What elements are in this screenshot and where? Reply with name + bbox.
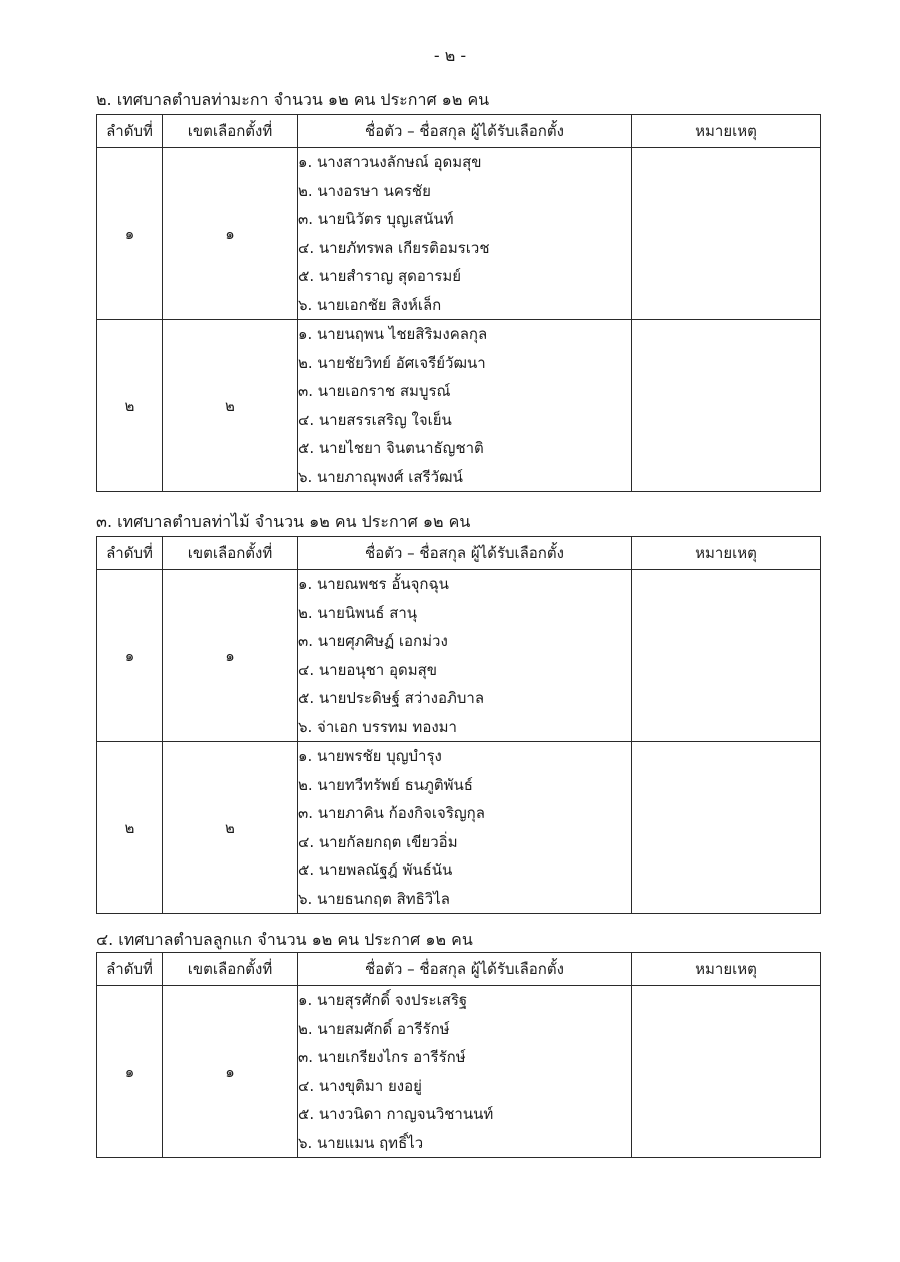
names-cell <box>298 742 632 914</box>
candidate-name: ๑. นายณพชร อั้นจุกฉุน <box>298 575 449 593</box>
candidate-name: ๔. นายสรรเสริญ ใจเย็น <box>298 410 452 429</box>
candidate-name: ๓. นายเอกราช สมบูรณ์ <box>298 382 451 400</box>
header-district: เขตเลือกตั้งที่ <box>163 115 298 148</box>
district-cell: ๑ <box>163 986 298 1158</box>
candidate-name: ๓. นายศุภศิษฏ์ เอกม่วง <box>298 632 448 650</box>
header-note: หมายเหตุ <box>632 537 821 570</box>
table-row <box>97 742 821 914</box>
header-district: เขตเลือกตั้งที่ <box>163 953 298 986</box>
header-note: หมายเหตุ <box>632 115 821 148</box>
names-cell <box>298 570 632 742</box>
candidate-name: ๑. นายสุรศักดิ์ จงประเสริฐ <box>298 991 468 1009</box>
candidate-name: ๕. นายสำราญ สุดอารมย์ <box>298 267 462 285</box>
candidate-name: ๒. นายทวีทรัพย์ ธนภูติพันธ์ <box>298 775 473 794</box>
candidate-name: ๓. นายเกรียงไกร อารีรักษ์ <box>298 1048 466 1066</box>
section-title-makha: ๒. เทศบาลตำบลท่ามะกา จำนวน ๑๒ คน ประกาศ ๑๒ คน <box>96 90 490 109</box>
candidate-name: ๖. นายเอกชัย สิงห์เล็ก <box>298 295 442 314</box>
section-title-luk-kae: ๔. เทศบาลตำบลลูกแก จำนวน ๑๒ คน ประกาศ ๑๒ คน <box>96 930 473 949</box>
candidate-name: ๕. นางวนิดา กาญจนวิชานนท์ <box>298 1105 494 1123</box>
table-row <box>97 986 821 1158</box>
candidate-name: ๑. นายพรชัย บุญบำรุง <box>298 747 442 765</box>
candidate-name: ๒. นายนิพนธ์ สานุ <box>298 603 418 622</box>
note-cell <box>632 570 821 742</box>
header-order: ลำดับที่ <box>97 537 163 570</box>
results-table-tha-mai <box>96 536 821 914</box>
candidate-name: ๔. นางขุติมา ยงอยู่ <box>298 1076 422 1095</box>
names-cell <box>298 320 632 492</box>
section-title-tha-mai: ๓. เทศบาลตำบลท่าไม้ จำนวน ๑๒ คน ประกาศ ๑๒ คน <box>96 512 471 531</box>
table-header-row <box>97 537 821 570</box>
table-header-row <box>97 953 821 986</box>
candidate-name: ๔. นายกัลยกฤต เขียวอิ่ม <box>298 832 458 851</box>
note-cell <box>632 148 821 320</box>
district-cell: ๑ <box>163 148 298 320</box>
header-name: ชื่อตัว – ชื่อสกุล ผู้ได้รับเลือกตั้ง <box>298 115 632 148</box>
header-order: ลำดับที่ <box>97 953 163 986</box>
candidate-name: ๑. นางสาวนงลักษณ์ อุดมสุข <box>298 153 482 171</box>
order-cell: ๒ <box>97 320 163 492</box>
table-row <box>97 148 821 320</box>
candidate-name: ๒. นายสมศักดิ์ อารีรักษ์ <box>298 1019 450 1038</box>
note-cell <box>632 742 821 914</box>
results-table-makha <box>96 114 821 492</box>
candidate-name: ๖. จ่าเอก บรรทม ทองมา <box>298 717 457 736</box>
candidate-name: ๒. นายชัยวิทย์ อัศเจรีย์วัฒนา <box>298 353 486 372</box>
header-name: ชื่อตัว – ชื่อสกุล ผู้ได้รับเลือกตั้ง <box>298 537 632 570</box>
header-name: ชื่อตัว – ชื่อสกุล ผู้ได้รับเลือกตั้ง <box>298 953 632 986</box>
district-cell: ๒ <box>163 320 298 492</box>
candidate-name: ๔. นายอนุชา อุดมสุข <box>298 660 438 679</box>
table-header-row <box>97 115 821 148</box>
names-cell <box>298 148 632 320</box>
candidate-name: ๖. นายภาณุพงศ์ เสรีวัฒน์ <box>298 467 463 486</box>
candidate-name: ๓. นายนิวัตร บุญเสนันท์ <box>298 210 454 228</box>
candidate-name: ๖. นายธนกฤต สิทธิวิไล <box>298 889 450 908</box>
header-order: ลำดับที่ <box>97 115 163 148</box>
order-cell: ๑ <box>97 148 163 320</box>
order-cell: ๑ <box>97 986 163 1158</box>
note-cell <box>632 320 821 492</box>
page-number: - ๒ - <box>433 46 467 65</box>
candidate-name: ๖. นายแมน ฤทธิ์ไว <box>298 1133 424 1152</box>
table-row <box>97 570 821 742</box>
district-cell: ๒ <box>163 742 298 914</box>
note-cell <box>632 986 821 1158</box>
candidate-name: ๕. นายพลณัฐฎ์ พันธ์นัน <box>298 861 453 879</box>
table-row <box>97 320 821 492</box>
candidate-name: ๑. นายนฤพน ไชยสิริมงคลกุล <box>298 325 488 343</box>
names-cell <box>298 986 632 1158</box>
results-table-luk-kae <box>96 952 821 1158</box>
order-cell: ๑ <box>97 570 163 742</box>
candidate-name: ๔. นายภัทรพล เกียรติอมรเวช <box>298 238 490 257</box>
order-cell: ๒ <box>97 742 163 914</box>
header-note: หมายเหตุ <box>632 953 821 986</box>
candidate-name: ๓. นายภาคิน ก้องกิจเจริญกุล <box>298 804 485 822</box>
district-cell: ๑ <box>163 570 298 742</box>
candidate-name: ๕. นายไชยา จินตนาธัญชาติ <box>298 439 484 457</box>
candidate-name: ๒. นางอรษา นครชัย <box>298 181 431 200</box>
header-district: เขตเลือกตั้งที่ <box>163 537 298 570</box>
candidate-name: ๕. นายประดิษฐ์ สว่างอภิบาล <box>298 689 485 707</box>
